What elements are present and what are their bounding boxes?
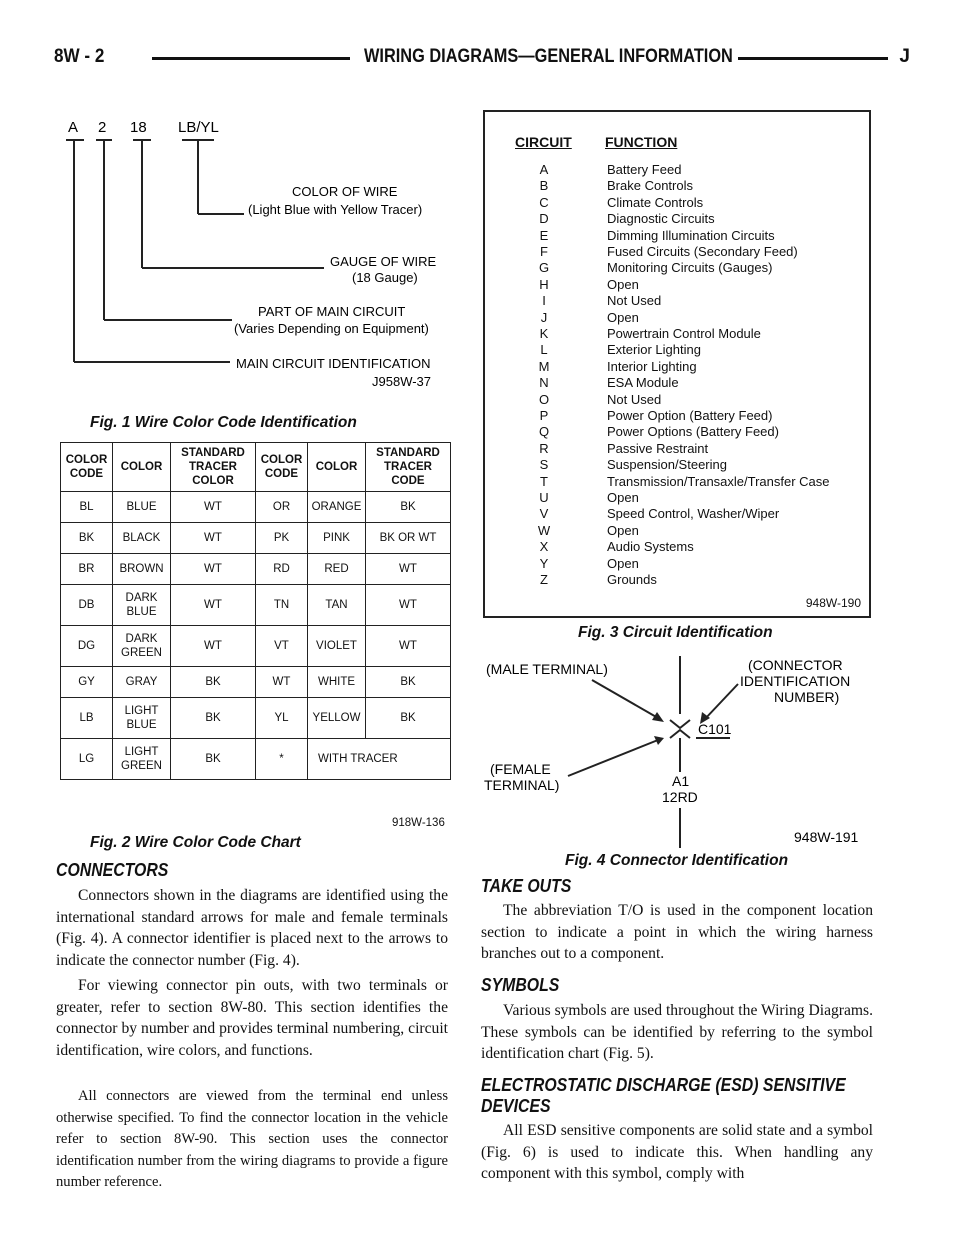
fig1-wire-code-diagram (56, 110, 456, 395)
table-cell: WT (171, 626, 256, 667)
table-cell: WT (171, 492, 256, 523)
circuit-row (485, 293, 865, 309)
circuit-letter: X (539, 539, 549, 555)
table-cell: WT (366, 585, 451, 626)
table-cell: RED (308, 554, 366, 585)
circuit-row (485, 359, 865, 375)
table-cell: BLUE (113, 492, 171, 523)
circuit-row (485, 572, 865, 588)
circuit-function: Exterior Lighting (607, 342, 701, 358)
circuit-function: Not Used (607, 293, 662, 309)
fig4-male-label: (MALE TERMINAL) (486, 661, 608, 677)
circuit-letter: J (540, 309, 548, 325)
circuit-letter: O (538, 391, 550, 407)
table-cell: GY (61, 667, 113, 698)
fig1-label-color: COLOR OF WIRE (292, 184, 398, 199)
circuit-function: Not Used (607, 391, 662, 407)
table-cell: * (256, 739, 308, 780)
circuit-function: Power Option (Battery Feed) (607, 408, 773, 423)
table-cell: OR (256, 492, 308, 523)
circuit-function: Diagnostic Circuits (607, 211, 715, 227)
table-row (61, 698, 451, 739)
circuit-letter: C (539, 194, 549, 210)
circuit-function: Open (607, 309, 639, 325)
circuit-function: ESA Module (607, 375, 679, 391)
table-cell: VT (256, 626, 308, 667)
circuit-row (485, 392, 865, 408)
table-cell: TN (256, 585, 308, 626)
circuit-function: Passive Restraint (607, 440, 709, 456)
circuit-function: Interior Lighting (607, 358, 697, 374)
circuit-row (485, 277, 865, 293)
table-cell: WHITE (308, 667, 366, 698)
table-cell: WT (171, 585, 256, 626)
circuit-row (485, 523, 865, 539)
circuit-row (485, 539, 865, 555)
col-header: COLOR CODE (256, 443, 308, 492)
table-cell: BL (61, 492, 113, 523)
fig2-color-chart (60, 442, 450, 807)
circuit-letter: K (539, 326, 549, 341)
fig4-conn-id: C101 (698, 721, 732, 737)
table-cell: WT (366, 626, 451, 667)
table-row (61, 585, 451, 626)
table-cell: GRAY (113, 667, 171, 698)
table-cell: WT (171, 554, 256, 585)
table-cell: DB (61, 585, 113, 626)
circuit-function: Open (607, 490, 639, 505)
table-cell: DG (61, 626, 113, 667)
fig4-wire: 12RD (662, 789, 698, 805)
circuit-function: Open (607, 522, 639, 538)
circuit-function: Power Options (Battery Feed) (607, 424, 779, 440)
page-title: WIRING DIAGRAMS—GENERAL INFORMATION (364, 46, 733, 67)
fig4-svg (482, 648, 872, 848)
table-cell: ORANGE (308, 492, 366, 523)
circuit-row (485, 441, 865, 457)
table-cell: PINK (308, 523, 366, 554)
circuit-letter: V (539, 506, 549, 522)
circuit-row (485, 211, 865, 227)
circuit-row (485, 310, 865, 326)
section-title-esd-2: DEVICES (481, 1096, 551, 1116)
circuit-letter: M (538, 358, 550, 374)
header-rule (152, 57, 350, 60)
section-letter: J (899, 46, 910, 67)
table-row (61, 523, 451, 554)
fig4-connector-label-1: (CONNECTOR (748, 657, 843, 673)
circuit-letter: Y (539, 555, 549, 571)
table-cell: BK (171, 698, 256, 739)
circuit-letter: Z (540, 572, 548, 587)
table-cell: TAN (308, 585, 366, 626)
table-cell: WT (171, 523, 256, 554)
table-cell: BK (366, 667, 451, 698)
circuit-function: Audio Systems (607, 539, 694, 555)
table-cell: WT (256, 667, 308, 698)
circuit-function: Speed Control, Washer/Wiper (607, 506, 780, 522)
fig1-label-gauge-sub: (18 Gauge) (352, 270, 418, 285)
fig4-connector-diagram (482, 648, 872, 848)
circuit-row (485, 506, 865, 522)
page-header (54, 42, 910, 72)
table-cell: RD (256, 554, 308, 585)
circuit-letter: B (539, 178, 549, 194)
fig1-svg (56, 110, 456, 395)
circuit-letter: G (538, 260, 550, 276)
fig3-caption: Fig. 3 Circuit Identification (578, 624, 773, 641)
fig4-female-label-2: TERMINAL) (484, 777, 560, 793)
fig1-caption: Fig. 1 Wire Color Code Identification (90, 414, 357, 431)
circuit-function: Battery Feed (607, 162, 682, 177)
circuit-letter: Q (538, 424, 550, 440)
circuit-letter: L (540, 342, 548, 358)
circuit-function: Brake Controls (607, 178, 693, 194)
circuit-row (485, 178, 865, 194)
fig1-label-part: PART OF MAIN CIRCUIT (258, 304, 406, 319)
fig4-female-label-1: (FEMALE (490, 761, 551, 777)
circuit-letter: I (542, 293, 546, 309)
connectors-paragraph-3: All connectors are viewed from the terminal end unless otherwise specified. To find the connector location in the vehicle refer to section 8W-90. This section uses the connector identification number from the wiring diagrams to provide a figure number reference. (56, 1088, 448, 1190)
table-cell: PK (256, 523, 308, 554)
circuit-row (485, 342, 865, 358)
table-cell: BK OR WT (366, 523, 451, 554)
fig1-label-main: MAIN CIRCUIT IDENTIFICATION (236, 356, 431, 371)
header-rule (738, 57, 888, 60)
fig1-code-a: A (68, 119, 79, 136)
col-header: COLOR (308, 443, 366, 492)
symbols-paragraph: Various symbols are used throughout the Wiring Diagrams. These symbols can be identified by referring to the symbol identification chart (Fig. 5). (481, 1002, 873, 1062)
circuit-letter: U (539, 490, 549, 505)
circuit-row (485, 195, 865, 211)
section-title-connectors: CONNECTORS (56, 860, 169, 880)
fig1-ref: J958W-37 (372, 374, 432, 389)
circuit-letter: A (539, 162, 549, 177)
table-cell: LIGHT GREEN (113, 739, 171, 780)
circuit-letter: E (539, 227, 549, 243)
circuit-function: Dimming Illumination Circuits (607, 227, 775, 243)
table-cell: DARK BLUE (113, 585, 171, 626)
fig1-label-part-sub: (Varies Depending on Equipment) (234, 321, 429, 336)
circuit-function: Monitoring Circuits (Gauges) (607, 260, 773, 276)
col-header: STANDARD TRACER CODE (366, 443, 451, 492)
circuit-row (485, 260, 865, 276)
fig4-pin: A1 (672, 773, 690, 789)
table-cell: BK (366, 492, 451, 523)
col-header: COLOR (113, 443, 171, 492)
fig3-header-circuit: CIRCUIT (515, 134, 572, 150)
section-title-takeouts: TAKE OUTS (481, 876, 572, 896)
circuit-function: Powertrain Control Module (607, 326, 761, 341)
circuit-letter: H (539, 276, 549, 292)
connectors-paragraph-1: Connectors shown in the diagrams are identified using the international standard arrows for male and female terminals (Fig. 4). A connector identifier is placed next to the arrows to indicate the connector number (Fig. 4). (56, 887, 448, 969)
circuit-row (485, 162, 865, 178)
circuit-function: Open (607, 276, 639, 292)
fig3-header-function: FUNCTION (605, 134, 678, 150)
table-cell: LB (61, 698, 113, 739)
fig4-ref: 948W-191 (794, 829, 859, 845)
table-cell: BLACK (113, 523, 171, 554)
circuit-row (485, 244, 865, 260)
circuit-row (485, 490, 865, 506)
circuit-letter: N (539, 375, 549, 391)
esd-paragraph: All ESD sensitive components are solid state and a symbol (Fig. 6) is used to indicate this. When handling any component with this symbol, comply with (481, 1122, 873, 1182)
circuit-function: Climate Controls (607, 194, 704, 210)
table-cell: VIOLET (308, 626, 366, 667)
table-row (61, 739, 451, 780)
table-cell: LG (61, 739, 113, 780)
circuit-function: Open (607, 555, 639, 571)
fig4-connector-label-2: IDENTIFICATION (740, 673, 851, 689)
color-code-table (60, 442, 451, 780)
circuit-row (485, 556, 865, 572)
circuit-row (485, 228, 865, 244)
circuit-function: Fused Circuits (Secondary Feed) (607, 244, 798, 259)
table-cell: BK (171, 739, 256, 780)
table-cell-merged: WITH TRACER (308, 739, 451, 780)
table-cell: BR (61, 554, 113, 585)
fig2-ref: 918W-136 (392, 817, 445, 829)
section-title-symbols: SYMBOLS (481, 975, 560, 995)
takeouts-paragraph: The abbreviation T/O is used in the component location section to indicate a point in which the wiring harness branches out to a component. (481, 902, 873, 962)
fig1-code-color: LB/YL (178, 119, 219, 136)
fig3-circuit-table (483, 110, 871, 618)
circuit-letter: R (539, 440, 549, 456)
fig3-ref: 948W-190 (805, 596, 861, 610)
circuit-row (485, 424, 865, 440)
circuit-row (485, 474, 865, 490)
circuit-row (485, 408, 865, 424)
table-row (61, 626, 451, 667)
table-cell: YL (256, 698, 308, 739)
circuit-letter: W (537, 522, 551, 538)
table-cell: BK (366, 698, 451, 739)
table-header-row (61, 443, 451, 492)
table-cell: BK (61, 523, 113, 554)
table-cell: YELLOW (308, 698, 366, 739)
circuit-letter: F (540, 244, 548, 259)
connectors-paragraph-2: For viewing connector pin outs, with two terminals or greater, refer to section 8W-80. This section identifies the connector by number and provides terminal numbering, circuit identification, wire colors, and functions. (56, 977, 448, 1059)
col-header: COLOR CODE (61, 443, 113, 492)
circuit-function: Transmission/Transaxle/Transfer Case (607, 473, 830, 489)
page-number: 8W - 2 (54, 46, 105, 67)
table-cell: BROWN (113, 554, 171, 585)
circuit-letter: P (539, 408, 549, 423)
fig1-label-gauge: GAUGE OF WIRE (330, 254, 437, 269)
circuit-letter: D (539, 211, 549, 227)
fig1-code-2: 2 (98, 119, 107, 136)
table-row (61, 554, 451, 585)
circuit-row (485, 375, 865, 391)
circuit-function: Grounds (607, 572, 657, 587)
table-cell: BK (171, 667, 256, 698)
col-header: STANDARD TRACER COLOR (171, 443, 256, 492)
table-cell: WT (366, 554, 451, 585)
circuit-function: Suspension/Steering (607, 457, 727, 473)
table-row (61, 667, 451, 698)
table-cell: DARK GREEN (113, 626, 171, 667)
table-cell: LIGHT BLUE (113, 698, 171, 739)
fig4-caption: Fig. 4 Connector Identification (565, 852, 789, 869)
circuit-letter: S (539, 457, 549, 473)
circuit-letter: T (540, 473, 548, 489)
fig2-caption: Fig. 2 Wire Color Code Chart (90, 834, 301, 851)
fig1-label-color-sub: (Light Blue with Yellow Tracer) (248, 202, 423, 217)
fig1-code-18: 18 (130, 119, 147, 136)
table-row (61, 492, 451, 523)
fig4-connector-label-3: NUMBER) (774, 689, 840, 705)
circuit-row (485, 326, 865, 342)
section-title-esd-1: ELECTROSTATIC DISCHARGE (ESD) SENSITIVE (481, 1075, 846, 1095)
circuit-row (485, 457, 865, 473)
